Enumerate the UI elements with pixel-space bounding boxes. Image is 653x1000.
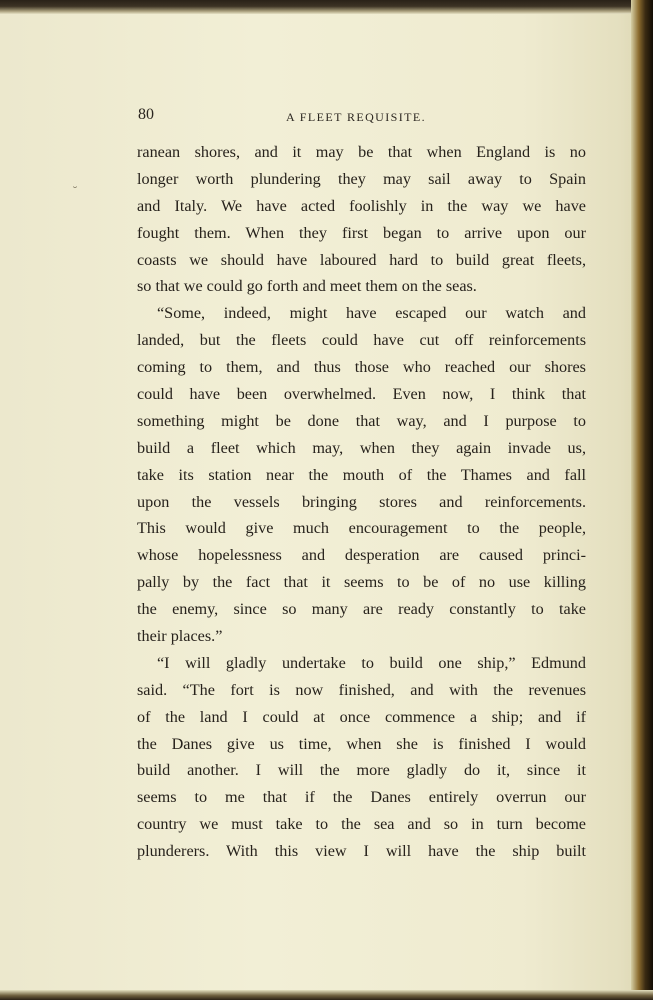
- text-line: and Italy. We have acted foolishly in the way we have: [137, 196, 586, 215]
- text-line: “Some, indeed, might have escaped our watch and: [157, 304, 586, 323]
- text-line: build a fleet which may, when they again invade us,: [137, 438, 586, 457]
- text-line: fought them. When they first began to arrive upon our: [137, 223, 586, 242]
- text-line: seems to me that if the Danes entirely overrun our: [137, 788, 586, 807]
- running-title: A FLEET REQUISITE.: [286, 110, 426, 124]
- text-line: plunderers. With this view I will have the ship built: [137, 842, 586, 861]
- page-bottom-edge: [0, 990, 653, 1000]
- book-spine-edge: [631, 0, 653, 1000]
- text-line: upon the vessels bringing stores and reinforcements.: [137, 492, 586, 511]
- text-line: the enemy, since so many are ready constantly to take: [137, 600, 586, 619]
- text-line: coasts we should have laboured hard to build great fleets,: [137, 250, 586, 269]
- text-line: said. “The fort is now finished, and with the revenues: [137, 680, 586, 699]
- text-line: ranean shores, and it may be that when England is no: [137, 143, 586, 161]
- text-line: build another. I will the more gladly do it, since it: [137, 761, 586, 780]
- text-line: landed, but the fleets could have cut off reinforcements: [137, 331, 586, 350]
- text-line: their places.”: [137, 627, 223, 646]
- text-line: the Danes give us time, when she is finished I would: [137, 734, 586, 753]
- page-header: [138, 106, 586, 128]
- text-line: take its station near the mouth of the Thames and fall: [137, 465, 586, 484]
- text-line: longer worth plundering they may sail away to Spain: [137, 169, 586, 188]
- text-line: coming to them, and thus those who reached our shores: [137, 358, 586, 377]
- text-line: something might be done that way, and I purpose to: [137, 411, 586, 430]
- text-line: whose hopelessness and desperation are caused princi-: [137, 546, 586, 565]
- text-line: This would give much encouragement to the people,: [137, 519, 586, 538]
- text-line: country we must take to the sea and so in turn become: [137, 815, 586, 834]
- text-line: so that we could go forth and meet them on the seas.: [137, 277, 477, 296]
- text-line: pally by the fact that it seems to be of no use killing: [137, 573, 586, 592]
- body-text: [137, 139, 586, 865]
- ink-speck: ˘: [72, 185, 78, 199]
- text-line: of the land I could at once commence a ship; and if: [137, 707, 586, 726]
- text-line: “I will gladly undertake to build one ship,” Edmund: [157, 653, 586, 672]
- page-top-edge: [0, 0, 653, 14]
- page-number: 80: [138, 106, 154, 123]
- text-line: could have been overwhelmed. Even now, I think that: [137, 385, 586, 404]
